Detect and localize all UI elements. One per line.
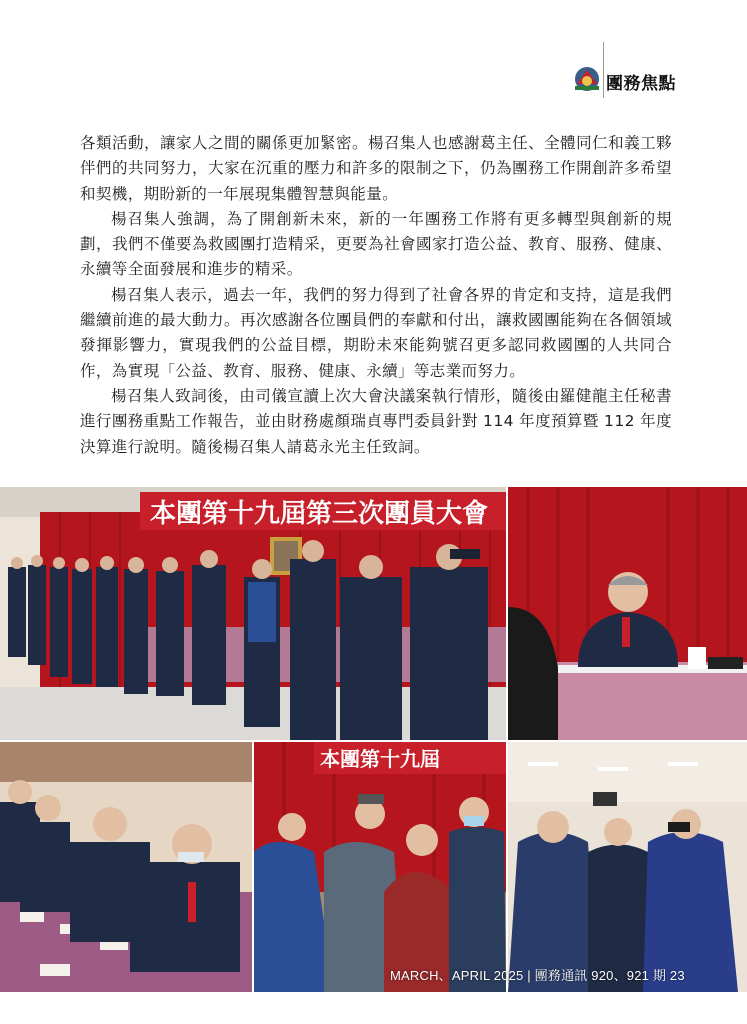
article-body (80, 131, 672, 460)
article-paragraph: 楊召集人強調，為了開創新未來，新的一年團務工作將有更多轉型與創新的規劃，我們不僅要為救國團打造精采，更要為社會國家打造公益、教育、服務、健康、永續等全面發展和進步的精采。 (80, 209, 672, 279)
banner-text: 本團第十九屆第三次團員大會 (150, 499, 489, 529)
section-title: 團務焦點 (606, 74, 676, 94)
organization-emblem-icon (572, 64, 602, 94)
banner-text: 本團第十九屆 (320, 747, 440, 771)
photo-members-banner (254, 742, 506, 992)
photo-hall-attendees (508, 742, 747, 992)
photo-seated-official (508, 487, 747, 740)
header-divider (603, 42, 604, 98)
article-paragraph: 楊召集人表示，過去一年，我們的努力得到了社會各界的肯定和支持，這是我們繼續前進的最大動力。再次感謝各位團員們的奉獻和付出，讓救國團能夠在各個領域發揮影響力，實現我們的公益目標，期盼未來能夠號召更多認同救國團的人共同合作，為實現「公益、教育、服務、健康、永續」等志業而努力。 (80, 285, 672, 380)
photo-audience-members (0, 742, 252, 992)
article-paragraph: 楊召集人致詞後，由司儀宣讀上次大會決議案執行情形，隨後由羅健龍主任秘書進行團務重點工作報告，並由財務處顏瑞貞專門委員針對 114 年度預算暨 112 年度決算進行說明。隨後楊召集人請葛永光主任致詞。 (80, 386, 672, 456)
article-paragraph: 各類活動，讓家人之間的關係更加緊密。楊召集人也感謝葛主任、全體同仁和義工夥伴們的共同努力，大家在沉重的壓力和許多的限制之下，仍為團務工作開創許多希望和契機，期盼新的一年展現集體智慧與能量。 (80, 134, 672, 203)
page-footer: MARCH、APRIL 2025 | 團務通訊 920、921 期 23 (390, 968, 685, 983)
photo-group-applause (0, 487, 506, 740)
